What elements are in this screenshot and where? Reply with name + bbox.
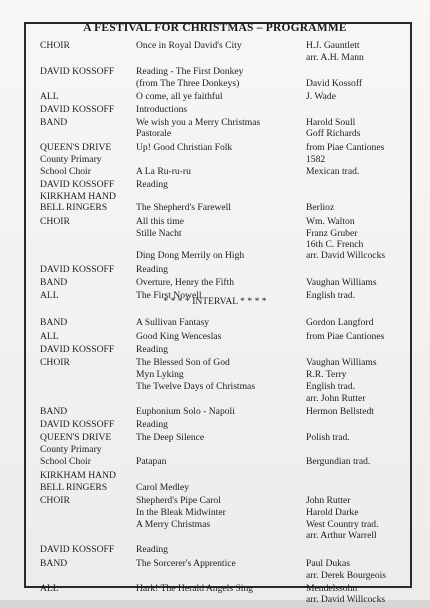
item-cell: Pastorale: [136, 128, 172, 139]
item-cell: O come, all ye faithful: [136, 91, 223, 102]
item-cell: A Merry Christmas: [136, 519, 211, 530]
credit-cell: arr. David Willcocks: [306, 594, 386, 605]
credit-cell: Harold Soull: [306, 117, 356, 128]
credit-cell: Gordon Langford: [306, 317, 374, 328]
programme-row: [0, 393, 430, 406]
programme-row: [0, 344, 430, 357]
credit-cell: David Kossoff: [306, 78, 363, 89]
credit-cell: Polish trad.: [306, 432, 350, 443]
item-cell: Stille Nacht: [136, 228, 182, 239]
credit-cell: Franz Gruber: [306, 228, 358, 239]
performer-cell: ALL: [40, 91, 59, 102]
programme-row: [0, 331, 430, 344]
credit-cell: from Piae Cantiones: [306, 331, 385, 342]
item-cell: The Shepherd's Farewell: [136, 202, 231, 213]
item-cell: Introductions: [136, 104, 188, 115]
performer-cell: KIRKHAM HAND: [40, 191, 116, 202]
credit-cell: Harold Darke: [306, 507, 359, 518]
item-cell: A Sullivan Fantasy: [136, 317, 210, 328]
item-cell: Once in Royal David's City: [136, 40, 242, 51]
performer-cell: CHOIR: [40, 216, 70, 227]
programme-title: A FESTIVAL FOR CHRISTMAS – PROGRAMME: [83, 22, 347, 34]
item-cell: All this time: [136, 216, 184, 227]
credit-cell: Berlioz: [306, 202, 335, 213]
performer-cell: School Choir: [40, 166, 91, 177]
performer-cell: BELL RINGERS: [40, 482, 108, 493]
item-cell: Reading - The First Donkey: [136, 66, 244, 77]
credit-cell: R.R. Terry: [306, 369, 347, 380]
programme-row: [0, 264, 430, 277]
item-cell: Overture, Henry the Fifth: [136, 277, 235, 288]
credit-cell: Hermon Bellstedt: [306, 406, 374, 417]
item-cell: Patapan: [136, 456, 167, 467]
credit-cell: arr. David Willcocks: [306, 250, 386, 261]
item-cell: Shepherd's Pipe Carol: [136, 495, 221, 506]
credit-cell: Mexican trad.: [306, 166, 360, 177]
programme-row: [0, 594, 430, 607]
programme-row: [0, 91, 430, 104]
programme-row: [0, 250, 430, 263]
interval-divider: * * * * INTERVAL * * * *: [163, 296, 267, 307]
programme-row: [0, 406, 430, 419]
performer-cell: BAND: [40, 117, 68, 128]
performer-cell: ALL: [40, 290, 59, 301]
item-cell: (from The Three Donkeys): [136, 78, 240, 89]
programme-row: [0, 128, 430, 141]
credit-cell: English trad.: [306, 290, 356, 301]
performer-cell: School Choir: [40, 456, 91, 467]
item-cell: The Blessed Son of God: [136, 357, 230, 368]
credit-cell: arr. Derek Bourgeois: [306, 570, 387, 581]
performer-cell: KIRKHAM HAND: [40, 470, 116, 481]
performer-cell: DAVID KOSSOFF: [40, 104, 115, 115]
programme-row: [0, 570, 430, 583]
credit-cell: Vaughan Williams: [306, 277, 377, 288]
credit-cell: Bergundian trad.: [306, 456, 371, 467]
performer-cell: DAVID KOSSOFF: [40, 544, 115, 555]
item-cell: Up! Good Christian Folk: [136, 142, 233, 153]
item-cell: Reading: [136, 264, 168, 275]
performer-cell: County Primary: [40, 154, 102, 165]
item-cell: The Sorcerer's Apprentice: [136, 558, 236, 569]
credit-cell: H.J. Gauntlett: [306, 40, 360, 51]
performer-cell: BAND: [40, 277, 68, 288]
performer-cell: QUEEN'S DRIVE: [40, 432, 112, 443]
credit-cell: English trad.: [306, 381, 356, 392]
credit-cell: West Country trad.: [306, 519, 379, 530]
credit-cell: 16th C. French: [306, 239, 364, 250]
programme-row: [0, 530, 430, 543]
credit-cell: arr. Arthur Warrell: [306, 530, 377, 541]
performer-cell: DAVID KOSSOFF: [40, 66, 115, 77]
item-cell: Reading: [136, 419, 168, 430]
performer-cell: BAND: [40, 317, 68, 328]
performer-cell: DAVID KOSSOFF: [40, 419, 115, 430]
item-cell: The First Nowell: [136, 290, 202, 301]
programme-row: [0, 52, 430, 65]
credit-cell: John Rutter: [306, 495, 351, 506]
item-cell: Reading: [136, 344, 168, 355]
performer-cell: QUEEN'S DRIVE: [40, 142, 112, 153]
item-cell: Hark! The Herald Angels Sing: [136, 583, 254, 594]
item-cell: Carol Medley: [136, 482, 190, 493]
programme-row: [0, 202, 430, 215]
credit-cell: arr. John Rutter: [306, 393, 366, 404]
item-cell: We wish you a Merry Christmas: [136, 117, 261, 128]
credit-cell: Mendelssohn: [306, 583, 358, 594]
credit-cell: Paul Dukas: [306, 558, 350, 569]
performer-cell: BAND: [40, 558, 68, 569]
programme-row: [0, 482, 430, 495]
performer-cell: CHOIR: [40, 40, 70, 51]
performer-cell: CHOIR: [40, 495, 70, 506]
credit-cell: Vaughan Williams: [306, 357, 377, 368]
item-cell: Myn Lyking: [136, 369, 184, 380]
item-cell: In the Bleak Midwinter: [136, 507, 226, 518]
programme-row: [0, 456, 430, 469]
item-cell: The Twelve Days of Christmas: [136, 381, 256, 392]
programme-row: [0, 78, 430, 91]
item-cell: Euphonium Solo - Napoli: [136, 406, 235, 417]
performer-cell: DAVID KOSSOFF: [40, 344, 115, 355]
item-cell: Good King Wenceslas: [136, 331, 222, 342]
credit-cell: Wm. Walton: [306, 216, 355, 227]
item-cell: Reading: [136, 179, 168, 190]
credit-cell: Goff Richards: [306, 128, 361, 139]
performer-cell: CHOIR: [40, 357, 70, 368]
programme-row: [0, 277, 430, 290]
performer-cell: ALL: [40, 331, 59, 342]
programme-row: [0, 166, 430, 179]
performer-cell: ALL: [40, 583, 59, 594]
programme-row: [0, 104, 430, 117]
performer-cell: DAVID KOSSOFF: [40, 264, 115, 275]
credit-cell: 1582: [306, 154, 326, 165]
item-cell: Reading: [136, 544, 168, 555]
credit-cell: J. Wade: [306, 91, 336, 102]
performer-cell: County Primary: [40, 444, 102, 455]
performer-cell: BAND: [40, 406, 68, 417]
credit-cell: from Piae Cantiones: [306, 142, 385, 153]
performer-cell: DAVID KOSSOFF: [40, 179, 115, 190]
performer-cell: BELL RINGERS: [40, 202, 108, 213]
programme-row: [0, 317, 430, 330]
item-cell: A La Ru-ru-ru: [136, 166, 191, 177]
programme-row: [0, 544, 430, 557]
programme-row: [0, 419, 430, 432]
item-cell: Ding Dong Merrily on High: [136, 250, 245, 261]
item-cell: The Deep Silence: [136, 432, 205, 443]
credit-cell: arr. A.H. Mann: [306, 52, 364, 63]
